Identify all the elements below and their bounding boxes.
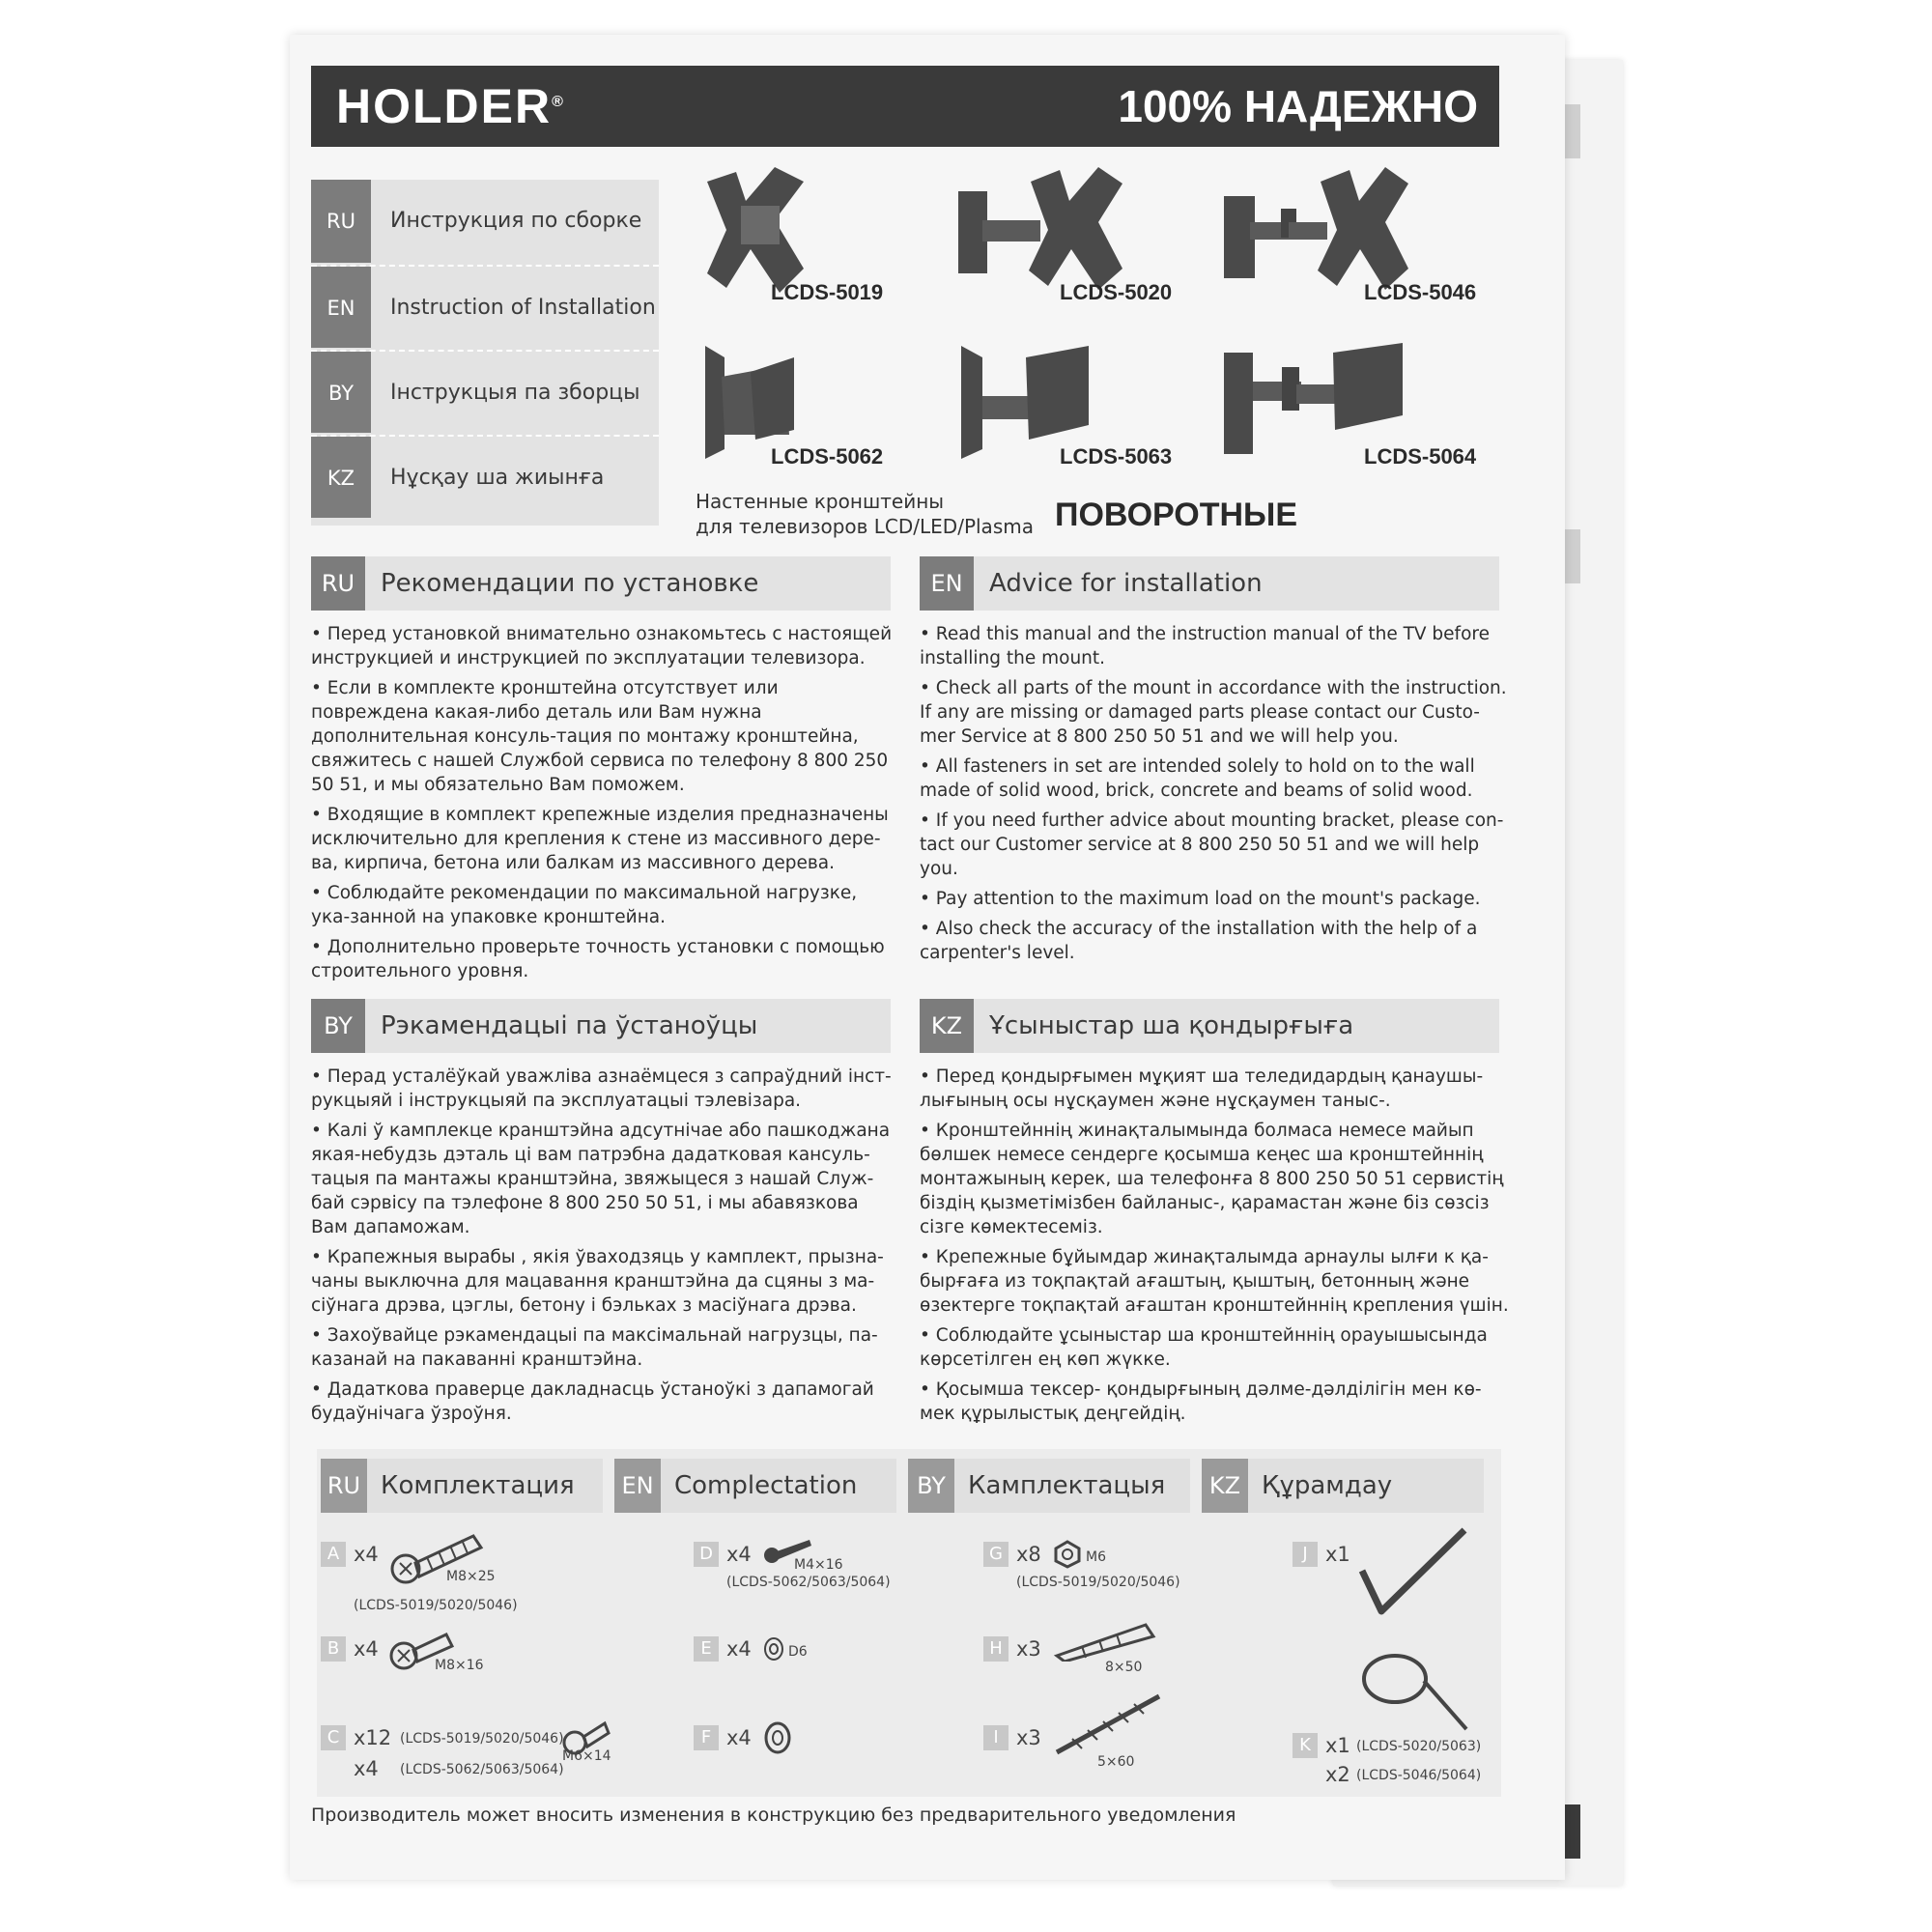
kit-code: KZ: [1202, 1459, 1248, 1513]
section-header-kz: [920, 999, 1499, 1053]
part-qty: x1: [1325, 1734, 1350, 1757]
kit-header-kz: [1202, 1459, 1484, 1513]
product-lcds-5019: [697, 162, 987, 307]
kit-code: BY: [908, 1459, 954, 1513]
part-letter: I: [983, 1725, 1009, 1750]
part-qty: x1: [1325, 1543, 1350, 1566]
language-row-ru: [311, 180, 659, 263]
part-size: 8×50: [1105, 1660, 1143, 1675]
part-letter: A: [321, 1542, 346, 1567]
language-row-en: [311, 265, 659, 348]
part-note: (LCDS-5020/5063): [1356, 1739, 1482, 1754]
language-row-kz: [311, 435, 659, 518]
kit-title: Комплектация: [381, 1471, 575, 1500]
wood-screw-icon: [1053, 1690, 1169, 1760]
bullets-ru: [311, 622, 900, 989]
kit-code: EN: [614, 1459, 661, 1513]
product-model: LCDS-5020: [1060, 280, 1173, 304]
bullet-item: • Крепежные бұйымдар жинақталымда арнаулы ылғи к қа-бырғаға из тоқпақтай ағаштың, қыштың, бетонның және өзектерге тоқпақтай ағаштан кронштейннің крепления үшін.: [920, 1245, 1509, 1318]
part-size: M4×16: [794, 1557, 843, 1573]
part-size: M8×16: [435, 1658, 484, 1673]
section-header-en: [920, 556, 1499, 611]
brand-logo: HOLDER®: [336, 79, 565, 133]
kit-code: RU: [321, 1459, 367, 1513]
language-code: RU: [311, 180, 371, 263]
part-qty-alt: x4: [354, 1757, 379, 1780]
bullet-item: • Also check the accuracy of the installation with the help of a carpenter's level.: [920, 917, 1509, 965]
bullet-item: • Check all parts of the mount in accordance with the instruction. If any are missing or damaged parts please contact our Custo-mer Service at 8 800 250 50 51 and we will help you.: [920, 676, 1509, 749]
bullet-item: • Соблюдайте ұсыныстар ша кронштейннің орауышысында көрсетілген ең көп жүкке.: [920, 1323, 1509, 1372]
bullet-item: • Соблюдайте рекомендации по максимальной нагрузке, ука-занной на упаковке кронштейна.: [311, 881, 900, 929]
bracket-icon: [1219, 162, 1412, 298]
bullet-item: • Крапежныя вырабы , якія ўваходзяць у камплект, прызна-чаны выключна для мацавання кранштэйна да сцяны з ма-сіўнага дрэва, цэглы, бетону і бэльках з масіўнага дрэва.: [311, 1245, 900, 1318]
nut-icon: [1053, 1540, 1082, 1569]
part-k: [1293, 1642, 1495, 1787]
product-model: LCDS-5064: [1364, 444, 1477, 469]
product-lcds-5020: [953, 162, 1243, 307]
product-model: LCDS-5062: [771, 444, 884, 469]
kit-title: Құрамдау: [1262, 1471, 1393, 1500]
part-letter: K: [1293, 1733, 1318, 1758]
bullet-item: • Дадаткова праверце дакладнасць ўстаноўкі з дапамогай будаўнічага ўзроўня.: [311, 1378, 900, 1426]
part-h: [983, 1636, 1177, 1685]
bullet-item: • Перад усталёўкай уважліва азнаёмцеся з сапраўдний інст-рукцыяй і інструкцыяй па эксплуатацыі тэлевізара.: [311, 1065, 900, 1113]
part-f: [694, 1725, 887, 1764]
part-b: [321, 1636, 601, 1685]
section-title: Рекомендации по установке: [381, 569, 759, 598]
language-code: BY: [311, 352, 371, 433]
bullet-item: • Входящие в комплект крепежные изделия предназначены исключительно для крепления к стене из массивного дере-ва, кирпича, бетона или балкам из массивного дерева.: [311, 803, 900, 875]
product-model: LCDS-5063: [1060, 444, 1173, 469]
part-qty-alt: x2: [1325, 1763, 1350, 1786]
product-subtitle: Настенные кронштейны для телевизоров LCD/LED/Plasma: [696, 490, 1034, 538]
cable-tie-icon: [1356, 1642, 1472, 1735]
part-qty: x4: [726, 1637, 752, 1661]
bullet-item: • Read this manual and the instruction manual of the TV before installing the mount.: [920, 622, 1509, 670]
language-row-by: [311, 350, 659, 433]
bullet-item: • Pay attention to the maximum load on the mount's package.: [920, 887, 1509, 911]
kit-title: Камплектацыя: [968, 1471, 1166, 1500]
part-d: [694, 1542, 925, 1600]
part-qty: x12: [354, 1726, 392, 1749]
part-c: [321, 1725, 611, 1793]
language-title: Instruction of Installation: [390, 296, 656, 320]
bullets-by: [311, 1065, 900, 1432]
section-code: KZ: [920, 999, 974, 1053]
bullet-item: • Қосымша тексер- қондырғының дәлме-дәлдiлiгiн мен кө-мек құрылыстық деңгейдің.: [920, 1378, 1509, 1426]
part-qty: x4: [726, 1543, 752, 1566]
instruction-content: [311, 66, 1509, 1843]
header-bar: [311, 66, 1499, 147]
part-size: M6×14: [562, 1748, 611, 1764]
bullets-kz: [920, 1065, 1509, 1432]
part-g: [983, 1542, 1235, 1600]
language-title: Инструкция по сборке: [390, 209, 642, 233]
bullet-item: • Перед установкой внимательно ознакомьтесь с настоящей инструкцией и инструкцией по эксплуатации телевизора.: [311, 622, 900, 670]
footer-note: Производитель может вносить изменения в конструкцию без предварительного уведомления: [311, 1804, 1236, 1826]
part-letter: H: [983, 1636, 1009, 1662]
part-size: D6: [788, 1644, 808, 1660]
bracket-icon: [697, 162, 813, 298]
language-list: [311, 180, 659, 526]
part-size: M6: [1086, 1549, 1106, 1565]
language-title: Інструкцыя па зборцы: [390, 381, 640, 405]
bullet-item: • Калі ў камплекце кранштэйна адсутнічае або пашкоджана якая-небудзь дэталь ці вам патрэбна дадатковая кансуль-тацыя па мантажы кранштэйна, звяжыцеся з нашай Служ-бай сэрвісу па тэлефоне 8 800 250 50 51, і мы абавязкова Вам дапаможам.: [311, 1119, 900, 1239]
part-note: (LCDS-5062/5063/5064): [726, 1575, 891, 1590]
part-letter: E: [694, 1636, 719, 1662]
kit-title: Complectation: [674, 1471, 858, 1500]
language-title: Нұсқау ша жиынға: [390, 466, 605, 490]
section-header-ru: [311, 556, 891, 611]
part-letter: F: [694, 1725, 719, 1750]
product-model: LCDS-5046: [1364, 280, 1477, 304]
slogan: 100% НАДЕЖНО: [1118, 81, 1478, 131]
bullet-item: • Дополнительно проверьте точность установки с помощью строительного уровня.: [311, 935, 900, 983]
section-code: RU: [311, 556, 365, 611]
section-code: EN: [920, 556, 974, 611]
part-note: (LCDS-5019/5020/5046): [1016, 1575, 1180, 1590]
product-type: ПОВОРОТНЫЕ: [1055, 497, 1297, 533]
section-title: Рэкамендацыі па ўстаноўцы: [381, 1011, 758, 1040]
part-letter: B: [321, 1636, 346, 1662]
product-lcds-5064: [1219, 338, 1509, 483]
part-letter: G: [983, 1542, 1009, 1567]
bullet-item: • If you need further advice about mounting bracket, please con-tact our Customer service at 8 800 250 50 51 and we will help you.: [920, 809, 1509, 881]
kit-header-ru: [321, 1459, 603, 1513]
washer-icon: [763, 1636, 784, 1662]
part-note-alt: (LCDS-5062/5063/5064): [400, 1762, 564, 1777]
section-code: BY: [311, 999, 365, 1053]
part-e: [694, 1636, 887, 1675]
bullets-en: [920, 622, 1509, 971]
part-i: [983, 1725, 1177, 1774]
washer-icon: [763, 1721, 792, 1754]
part-letter: D: [694, 1542, 719, 1567]
part-qty: x4: [726, 1726, 752, 1749]
bullet-item: • Если в комплекте кронштейна отсутствует или повреждена какая-либо деталь или Вам нужна дополнительная консуль-тация по монтажу кронштейна, свяжитесь с нашей Службой сервиса по телефону 8 800 250 50 51, и мы обязательно Вам поможем.: [311, 676, 900, 797]
bullet-item: • Кронштейннің жинақталымында болмаса немесе майып бөлшек немесе сендерге қосымша кеңес ша кронштейннің монтажының керек, ша телефонға 8 800 250 50 51 сервистің біздің қызметімізбен байланыс-, қарамастан және біз сөзсіз сізге көмектесеміз.: [920, 1119, 1509, 1239]
part-qty: x4: [354, 1637, 379, 1661]
bracket-icon: [953, 162, 1127, 298]
part-note: (LCDS-5019/5020/5046): [400, 1731, 564, 1747]
bullet-item: • Захоўвайце рэкамендацыі па максімальнай нагрузцы, па-казанай на пакаванні кранштэйна.: [311, 1323, 900, 1372]
part-note-alt: (LCDS-5046/5064): [1356, 1768, 1482, 1783]
part-qty: x3: [1016, 1637, 1041, 1661]
part-letter: J: [1293, 1542, 1318, 1567]
section-header-by: [311, 999, 891, 1053]
product-lcds-5062: [697, 338, 987, 483]
hex-key-icon: [1356, 1522, 1472, 1619]
language-code: EN: [311, 267, 371, 348]
part-qty: x3: [1016, 1726, 1041, 1749]
part-qty: x8: [1016, 1543, 1041, 1566]
part-letter: C: [321, 1725, 346, 1750]
bullet-item: • Перед қондырғымен мұқият ша теледидардың қанаушы-лығының осы нұсқаумен және нұсқаумен таныс-.: [920, 1065, 1509, 1113]
kit-header-by: [908, 1459, 1190, 1513]
part-qty: x4: [354, 1543, 379, 1566]
product-lcds-5063: [953, 338, 1243, 483]
section-title: Ұсыныстар ша қондырғыға: [989, 1011, 1354, 1040]
wall-plug-icon: [1053, 1619, 1159, 1662]
section-title: Advice for installation: [989, 569, 1263, 598]
part-j: [1293, 1542, 1486, 1629]
part-size: M8×25: [446, 1569, 496, 1584]
bullet-item: • All fasteners in set are intended solely to hold on to the wall made of solid wood, brick, concrete and beams of solid wood.: [920, 754, 1509, 803]
product-lcds-5046: [1219, 162, 1509, 307]
kit-header-en: [614, 1459, 896, 1513]
part-size: 5×60: [1097, 1754, 1135, 1770]
part-a: [321, 1542, 601, 1619]
part-note: (LCDS-5019/5020/5046): [354, 1598, 518, 1613]
language-code: KZ: [311, 437, 371, 518]
kit-box: [317, 1449, 1501, 1797]
product-model: LCDS-5019: [771, 280, 884, 304]
